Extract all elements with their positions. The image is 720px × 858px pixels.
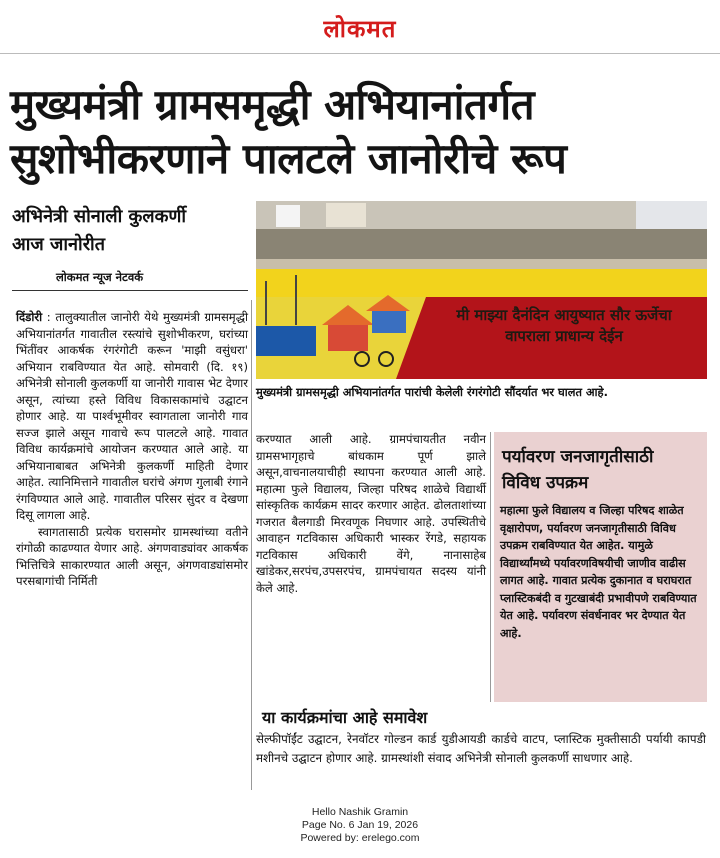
lokmat-logo: लोकमत — [323, 14, 397, 43]
headline-line-1: मुख्यमंत्री ग्रामसमृद्धी अभियानांतर्गत — [10, 80, 535, 129]
sidebar-box — [494, 432, 707, 702]
article-paragraph-1 — [16, 309, 248, 524]
wall-slogan-line-2: वापराला प्राधान्य देईन — [505, 327, 623, 345]
article-column-2: करण्यात आली आहे. ग्रामपंचायतीत नवीन ग्रामसभागृहाचे बांधकाम पूर्ण झाले असून,वाचनालयाचीही स्थापना करण्यात आली आहे. महात्मा फुले विद्यालय, जिल्हा परिषद शाळेचे विद्यार्थी सांस्कृतिक कार्यक्रम सादर करणार आहेत. ढोलताशांच्या गजरात बैलगाडी मिरवणूक निघणार आहे. उपस्थितीचे आवाहन गटविकास अधिकारी भास्कर रेंगडे, सहायक गटविकास अधिकारी वेंगे, नानासाहेब खांडेकर,सरपंच,उपसरपंच, ग्रामपंचायत सदस्य यांनी केले आहे. — [256, 432, 486, 595]
sidebar-title-line-1: पर्यावरण जनजागृतीसाठी — [502, 447, 654, 467]
subheadline-line-1: अभिनेत्री सोनाली कुलकर्णी — [12, 206, 187, 227]
page-footer — [0, 806, 720, 845]
article-column-1 — [16, 309, 248, 590]
column-divider-1 — [251, 300, 252, 790]
masthead-rule — [0, 53, 720, 54]
dateline: दिंडोरी — [16, 310, 43, 324]
column-divider-2 — [490, 432, 491, 702]
programs-body: सेल्फीपॉईंट उद्घाटन, रेनवॉटर गोल्डन कार्ड युडीआयडी कार्डचे वाटप, प्लास्टिक मुक्तीसाठी पर्यायी कापडी मशीनचे उद्घाटन होणार आहे. ग्रामस्थांशी संवाद अभिनेत्री सोनाली कुलकर्णी साधणार आहे. — [256, 732, 706, 765]
wall-slogan-line-1: मी माझ्या दैनंदिन आयुष्यात सौर ऊर्जेचा — [456, 306, 672, 324]
article-paragraph-2: स्वागतासाठी प्रत्येक घरासमोर ग्रामस्थांच्या वतीने रांगोळी काढण्यात येणार आहे. अंगणवाड्यांवर आकर्षक भित्तिचित्रे साकारण्यात आली असून, अंगणवाड्यांसमोर परसबागांची निर्मिती — [16, 524, 248, 588]
programs-heading: या कार्यक्रमांचा आहे समावेश — [262, 708, 428, 727]
footer-powered-by: Powered by: erelego.com — [300, 832, 420, 844]
subheadline — [12, 203, 248, 259]
sidebar-body: महात्मा फुले विद्यालय व जिल्हा परिषद शाळेत वृक्षारोपण, पर्यावरण जनजागृतीसाठी विविध उपक्रम राबविण्यात येत आहेत. यामुळे विद्यार्थ्यांमध्ये पर्यावरणविषयीची जाणीव वाढीस लागत आहे. गावात प्रत्येक दुकानात व घराघरात प्लास्टिकबंदी व गुटखाबंदी प्रभावीपणे राबविण्यात येत आहे. पर्यावरण संवर्धनावर भर देण्यात येत आहे. — [500, 504, 697, 640]
news-photo — [256, 201, 707, 379]
byline-divider — [12, 290, 248, 291]
sidebar-title — [502, 444, 702, 496]
footer-edition: Hello Nashik Gramin — [311, 806, 409, 818]
sidebar-title-line-2: विविध उपक्रम — [502, 473, 589, 493]
headline — [10, 78, 710, 186]
paragraph-1-text: : तालुक्यातील जानोरी येथे मुख्यमंत्री ग्रामसमृद्धी अभियानांतर्गत गावातील रस्त्यांचे सुशोभीकरण, घरांच्या भिंतींवर आकर्षक रंगरंगोटी करून 'माझी वसुंधरा' अभियान राबविण्यात येत आहे. सोमवारी (दि. १९) अभिनेत्री सोनाली कुलकर्णी या जानोरी गावास भेट देणार असून, त्यांच्या हस्ते विविध विकासकामांचे उद्घाटन होणार आहे. या पार्श्वभूमीवर स्वागताला जानोरी गाव सज्ज झाले असून गावाचे रूप पालटले आहे. गावात विविध कार्यक्रमांचे आयोजन करण्यात आले आहे. या अभियानाबाबत अभिनेत्री कुलकर्णी माहिती देणार आहेत. त्यानिमित्ताने गावातील घरांचे अंगण गुलाबी रंगाने रंगविण्यात आले आहे. गावातील परिसर सुंदर व देखणा दिसू लागला आहे. — [16, 310, 248, 522]
painted-wall-illustration — [256, 201, 707, 379]
masthead — [0, 0, 720, 56]
headline-line-2: सुशोभीकरणाने पालटले जानोरीचे रूप — [10, 134, 567, 183]
photo-caption: मुख्यमंत्री ग्रामसमृद्धी अभियानांतर्गत पारांची केलेली रंगरंगोटी सौंदर्यात भर घालत आहे. — [256, 385, 608, 399]
subheadline-line-2: आज जानोरीत — [12, 234, 105, 255]
byline: लोकमत न्यूज नेटवर्क — [56, 270, 144, 284]
footer-page-date: Page No. 6 Jan 19, 2026 — [301, 819, 419, 831]
